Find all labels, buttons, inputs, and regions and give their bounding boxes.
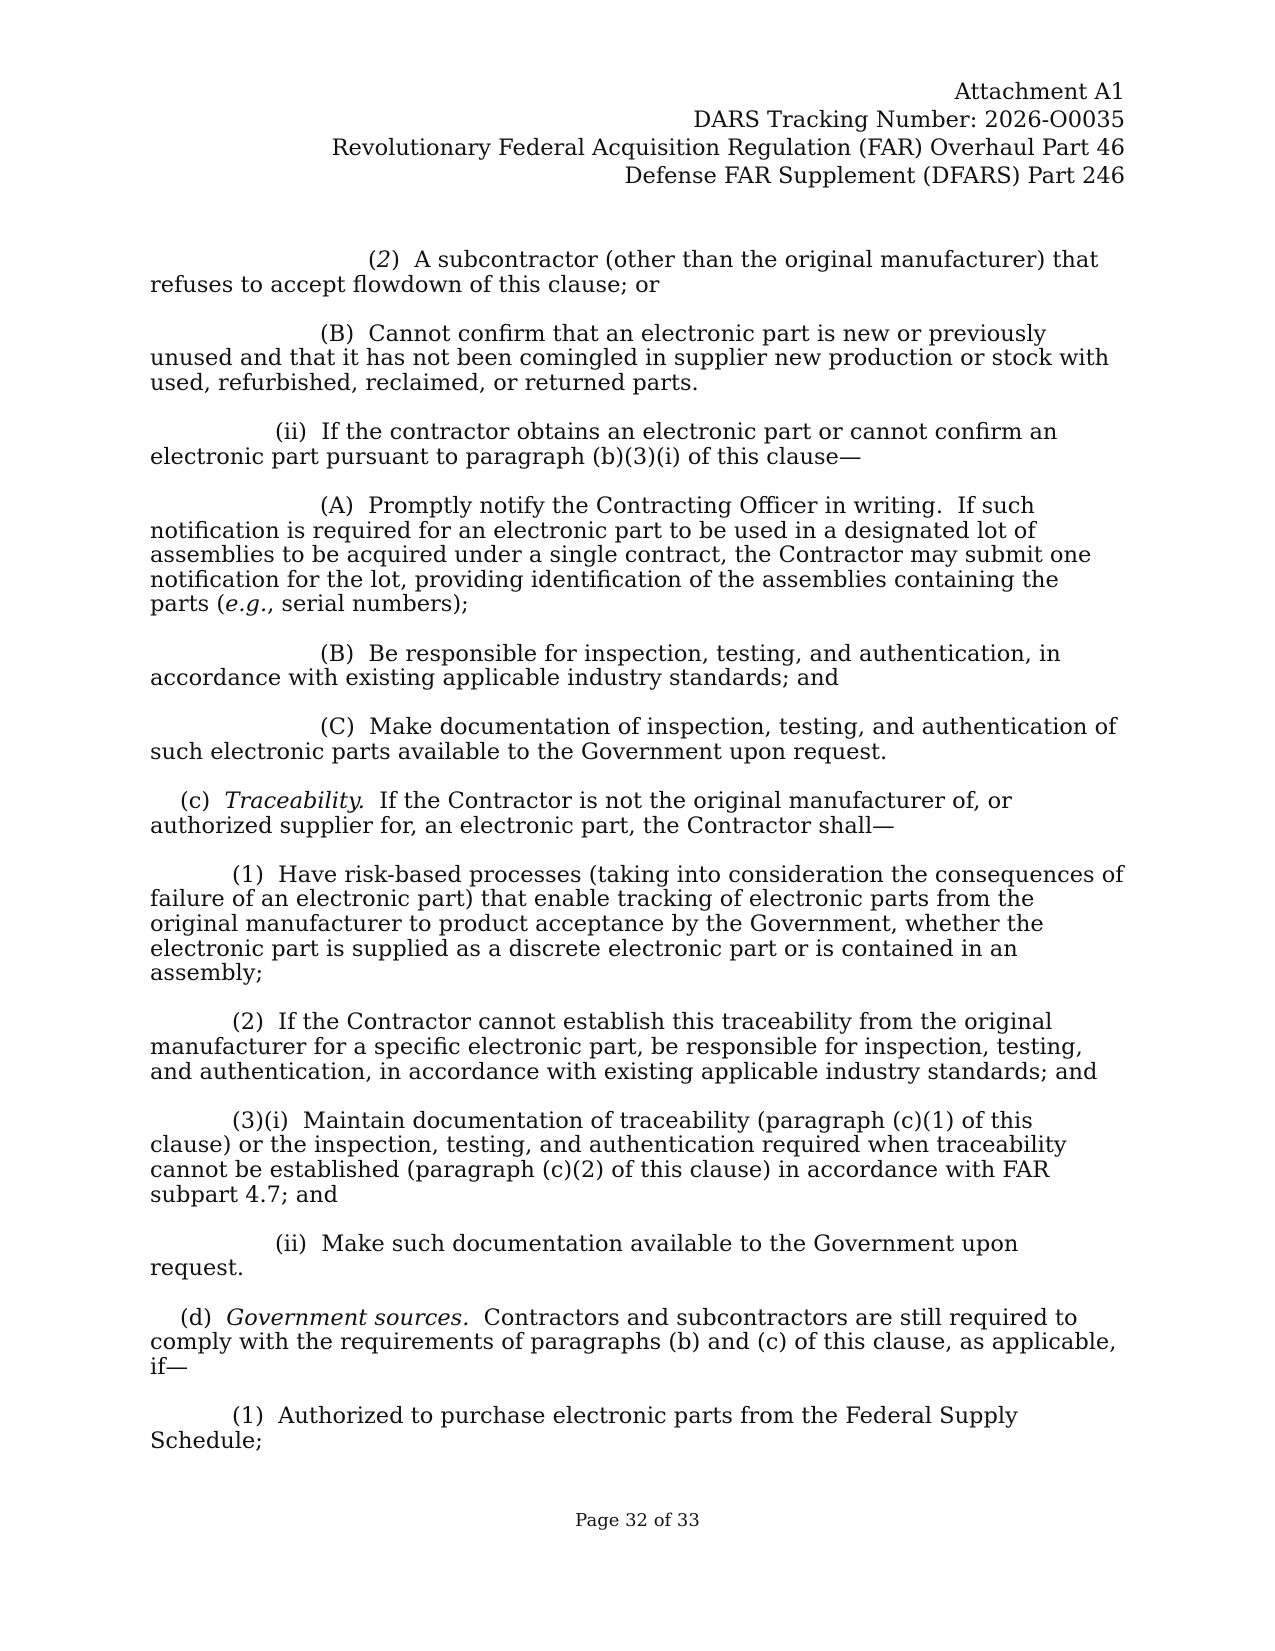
paragraph-ii-make-available: (ii) Make such documentation available to the Government upon request. xyxy=(150,1230,1019,1282)
paragraph-2-cannot-establish: (2) If the Contractor cannot establish this traceability from the original manufacturer for a specific electronic part, be responsible for inspection, testing, and authentication, in accordance with existing applicable industry standards; and xyxy=(150,1009,1098,1085)
paragraph-ii-contractor-obtains: (ii) If the contractor obtains an electronic part or cannot confirm an electronic part pursuant to paragraph (b)(3)(i) of this clause— xyxy=(150,419,1058,470)
page-header xyxy=(332,78,1125,190)
paragraph-government-sources: (d) Government sources. Contractors and subcontractors are still required to comply with the requirements of paragraphs (b) and (c) of this clause, as applicable, if— xyxy=(150,1304,1117,1380)
page-number: Page 32 of 33 xyxy=(575,1510,700,1531)
header-dfars-part: Defense FAR Supplement (DFARS) Part 246 xyxy=(624,163,1125,189)
paragraph-1-authorized-purchase: (1) Authorized to purchase electronic parts from the Federal Supply Schedule; xyxy=(150,1402,1018,1454)
paragraph-c-make-documentation: (C) Make documentation of inspection, testing, and authentication of such electronic parts available to the Government upon request. xyxy=(150,714,1117,765)
header-far-part: Revolutionary Federal Acquisition Regulation (FAR) Overhaul Part 46 xyxy=(331,135,1125,161)
document-body xyxy=(150,248,1130,1478)
heading-traceability: Traceability. xyxy=(224,788,365,815)
paragraph-cannot-confirm: (B) Cannot confirm that an electronic part is new or previously unused and that it has not been comingled in supplier new production or stock with used, refurbished, reclaimed, or returned parts. xyxy=(150,320,1110,396)
paragraph-1-risk-based: (1) Have risk-based processes (taking into consideration the consequences of failure of an electronic part) that enable tracking of electronic parts from the original manufacturer to product acceptance by the Government, whether the electronic part is supplied as a discrete electronic part or is contained in an assembly; xyxy=(150,861,1124,987)
header-attachment: Attachment A1 xyxy=(954,79,1125,105)
paragraph-3i-maintain-documentation: (3)(i) Maintain documentation of traceability (paragraph (c)(1) of this clause) or the inspection, testing, and authentication required when traceability cannot be established (paragraph (c)(2) of this clause) in accordance with FAR subpart 4.7; and xyxy=(150,1107,1067,1208)
paragraph-a-promptly-notify: (A) Promptly notify the Contracting Officer in writing. If such notification is required for an electronic part to be used in a designated lot of assemblies to be acquired under a single contract, the Contractor may submit one notification for the lot, providing identification of the assemblies containing the parts (e.g., serial numbers); xyxy=(150,492,1092,618)
paragraph-subcontractor-refuses: (2) A subcontractor (other than the original manufacturer) that refuses to accept flowdown of this clause; or xyxy=(150,247,1099,298)
paragraph-traceability: (c) Traceability. If the Contractor is not the original manufacturer of, or authorized supplier for, an electronic part, the Contractor shall— xyxy=(150,788,1012,839)
header-tracking-number: DARS Tracking Number: 2026-O0035 xyxy=(693,107,1125,133)
paragraph-b-be-responsible: (B) Be responsible for inspection, testing, and authentication, in accordance with existing applicable industry standards; and xyxy=(150,640,1061,692)
heading-government-sources: Government sources. xyxy=(226,1304,470,1331)
